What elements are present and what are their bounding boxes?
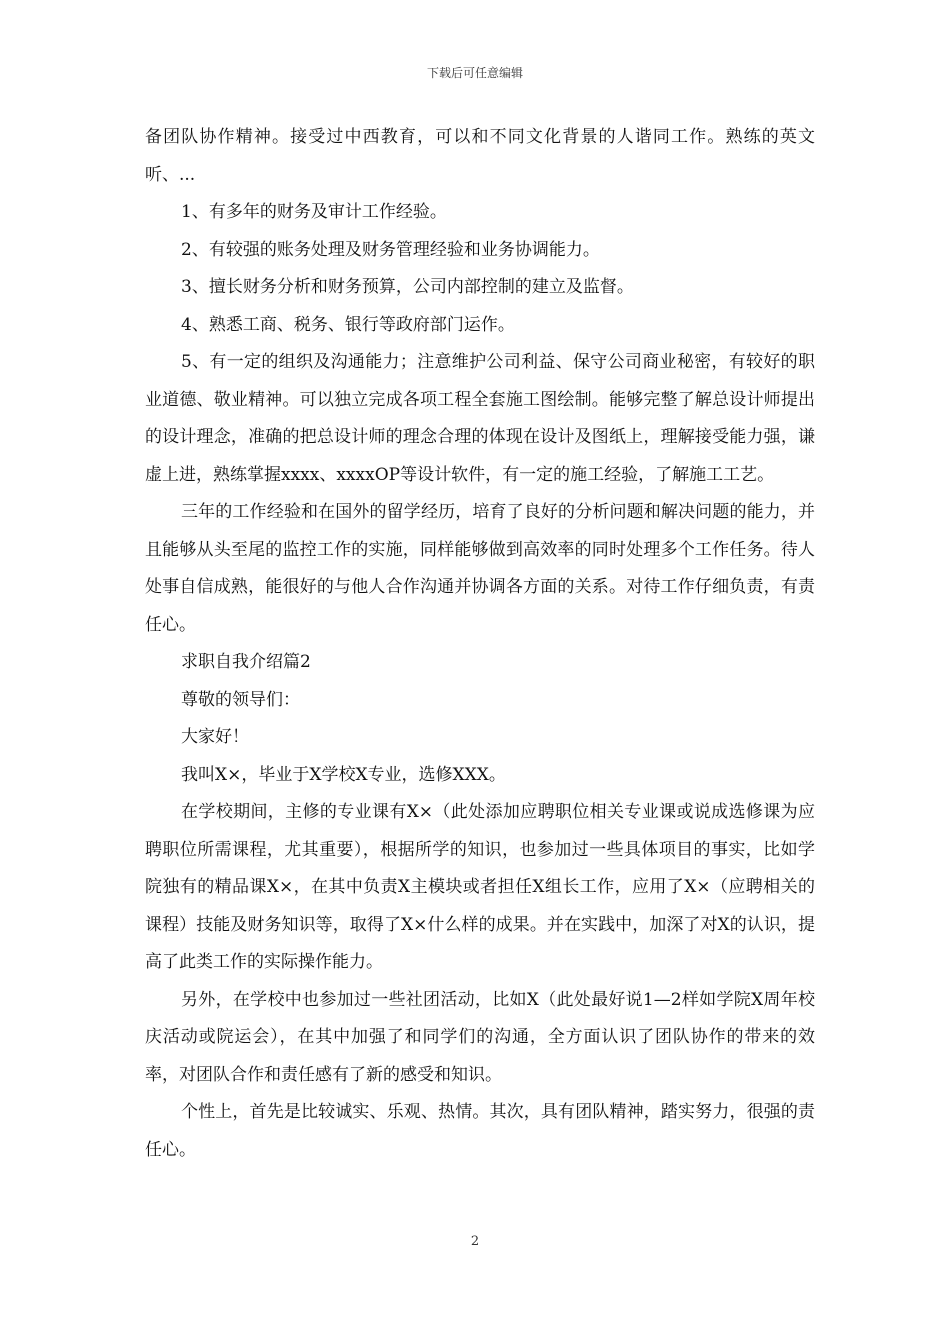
greeting: 大家好！ [181,727,249,747]
list-item: 3、擅长财务分析和财务预算，公司内部控制的建立及监督。 [181,277,634,297]
section-title: 求职自我介绍篇2 [181,652,311,672]
document-body [145,119,815,1169]
list-item: 4、熟悉工商、税务、银行等政府部门运作。 [181,314,515,335]
paragraph: 个性上，首先是比较诚实、乐观、热情。其次，具有团队精神，踏实努力，很强的责任心。 [145,1102,815,1160]
paragraph: 三年的工作经验和在国外的留学经历，培育了良好的分析问题和解决问题的能力，并且能够从头至尾的监控工作的实施，同样能够做到高效率的同时处理多个工作任务。待人处事自信成熟，能很好的与他人合作沟通并协调各方面的关系。对待工作仔细负责，有责任心。 [145,502,815,635]
paragraph: 在学校期间，主修的专业课有X×（此处添加应聘职位相关专业课或说成选修课为应聘职位所需课程，尤其重要），根据所学的知识，也参加过一些具体项目的事实，比如学院独有的精品课X×，在其中负责X主模块或者担任X组长工作，应用了X×（应聘相关的课程）技能及财务知识等，取得了X×什么样的成果。并在实践中，加深了对X的认识，提高了此类工作的实际操作能力。 [145,802,815,972]
paragraph: 我叫X×，毕业于X学校X专业，选修XXX。 [181,764,506,785]
salutation: 尊敬的领导们： [181,689,300,710]
paragraph: 另外，在学校中也参加过一些社团活动，比如X（此处最好说1—2样如学院X周年校庆活动或院运会），在其中加强了和同学们的沟通，全方面认识了团队协作的带来的效率，对团队合作和责任感有了新的感受和知识。 [145,989,815,1085]
page-number: 2 [470,1234,480,1249]
list-item: 5、有一定的组织及沟通能力；注意维护公司利益、保守公司商业秘密，有较好的职业道德、敬业精神。可以独立完成各项工程全套施工图绘制。能够完整了解总设计师提出的设计理念，准确的把总设计师的理念合理的体现在设计及图纸上，理解接受能力强，谦虚上进，熟练掌握xxxx、xxxxOP等设计软件，有一定的施工经验，了解施工工艺。 [145,352,815,485]
page-header: 下载后可任意编辑 [426,66,523,80]
list-item: 2、有较强的账务处理及财务管理经验和业务协调能力。 [181,239,600,260]
paragraph: 备团队协作精神。接受过中西教育，可以和不同文化背景的人谐同工作。熟练的英文听、... [145,127,815,185]
list-item: 1、有多年的财务及审计工作经验。 [181,202,447,222]
